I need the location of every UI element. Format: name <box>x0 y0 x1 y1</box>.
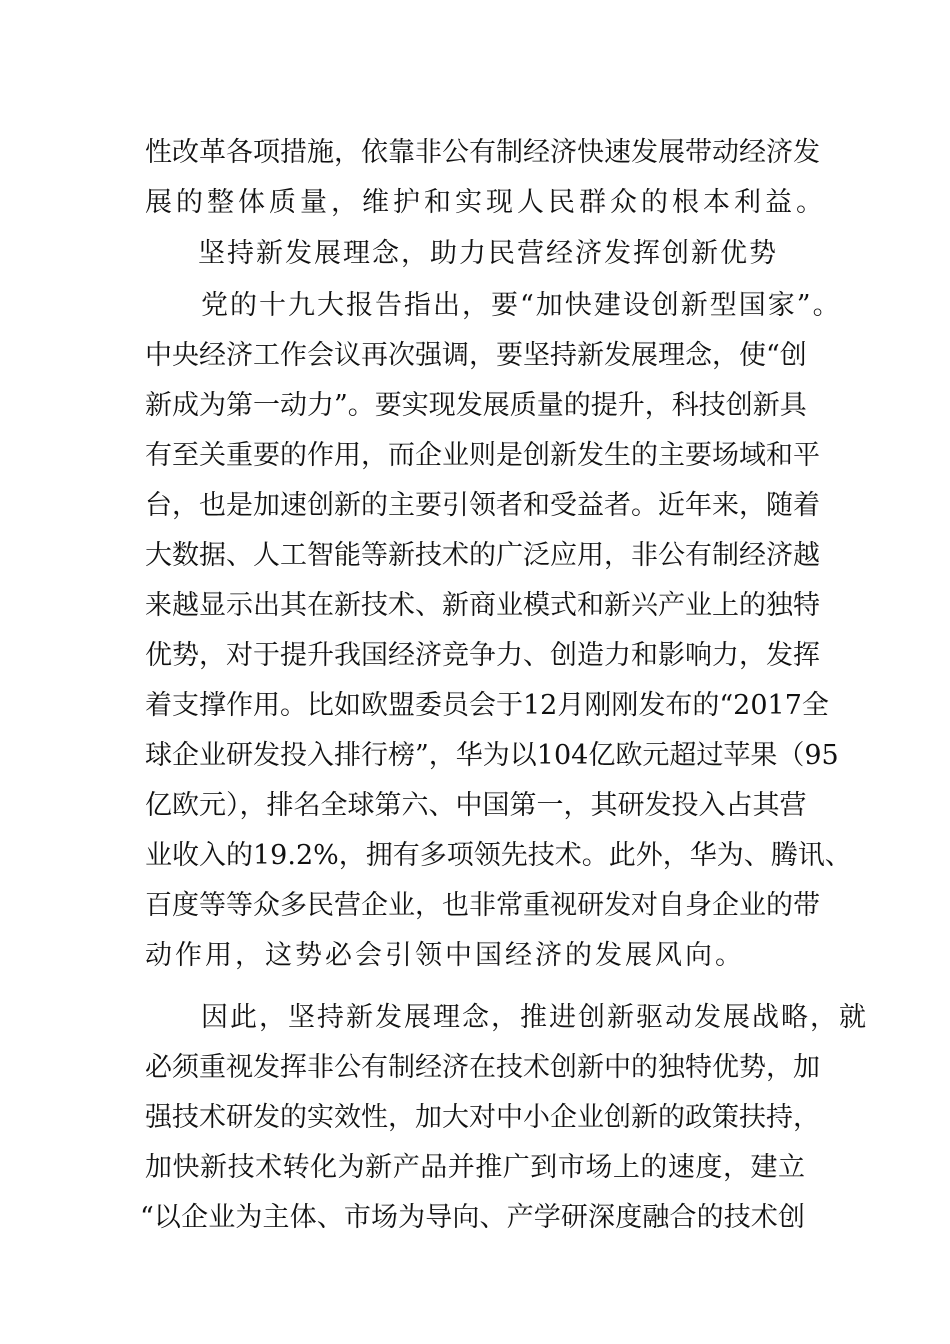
text-line: 有至关重要的作用，而企业则是创新发生的主要场域和平 <box>145 440 820 471</box>
text-line: 新成为第一动力”。要实现发展质量的提升，科技创新具 <box>145 390 807 421</box>
text-line: 必须重视发挥非公有制经济在技术创新中的独特优势，加 <box>145 1052 820 1083</box>
text-line: 党的十九大报告指出，要“加快建设创新型国家”。 <box>201 290 842 321</box>
text-line: 台，也是加速创新的主要引领者和受益者。近年来，随着 <box>145 490 820 521</box>
text-line: 强技术研发的实效性，加大对中小企业创新的政策扶持， <box>145 1102 820 1133</box>
text-line: 着支撑作用。比如欧盟委员会于12月刚刚发布的“2017全 <box>145 690 829 721</box>
text-line: 加快新技术转化为新产品并推广到市场上的速度，建立 <box>145 1152 805 1183</box>
text-line: 中央经济工作会议再次强调，要坚持新发展理念，使“创 <box>145 340 807 371</box>
text-line: 亿欧元），排名全球第六、中国第一，其研发投入占其营 <box>145 790 807 821</box>
section-heading: 坚持新发展理念，助力民营经济发挥创新优势 <box>198 238 778 269</box>
text-line: 展的整体质量，维护和实现人民群众的根本利益。 <box>145 187 827 218</box>
text-line: 性改革各项措施，依靠非公有制经济快速发展带动经济发 <box>145 137 820 168</box>
text-line: 业收入的19.2%，拥有多项领先技术。此外，华为、腾讯、 <box>145 840 852 871</box>
text-line: 大数据、人工智能等新技术的广泛应用，非公有制经济越 <box>145 540 820 571</box>
text-line: 优势，对于提升我国经济竞争力、创造力和影响力，发挥 <box>145 640 820 671</box>
text-line: 来越显示出其在新技术、新商业模式和新兴产业上的独特 <box>145 590 820 621</box>
text-line: 百度等等众多民营企业，也非常重视研发对自身企业的带 <box>145 890 820 921</box>
paragraph-first-line: 因此，坚持新发展理念，推进创新驱动发展战略，就 <box>201 1002 868 1033</box>
text-line: 球企业研发投入排行榜”，华为以104亿欧元超过苹果（95 <box>145 740 839 771</box>
text-line: 动作用，这势必会引领中国经济的发展风向。 <box>145 940 745 971</box>
text-line: “以企业为主体、市场为导向、产学研深度融合的技术创 <box>140 1202 805 1233</box>
